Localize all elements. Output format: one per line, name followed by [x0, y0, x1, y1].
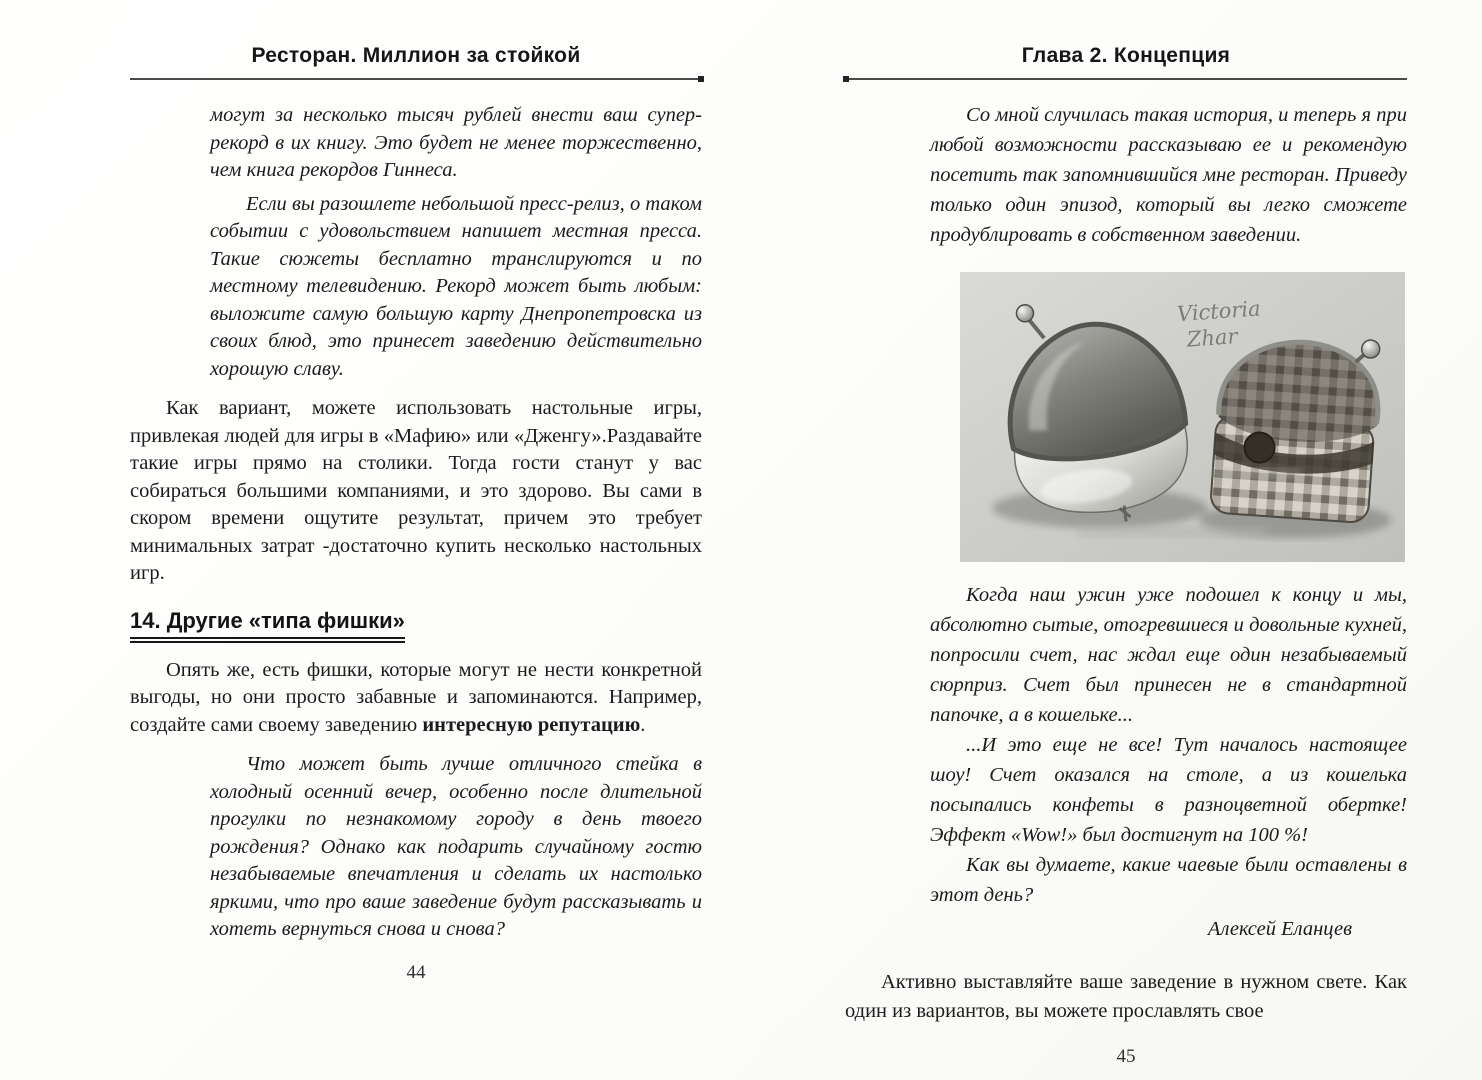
left-running-header: Ресторан. Миллион за стойкой: [251, 44, 581, 67]
photo-smudge: [1078, 526, 1268, 538]
left-header-rule: [130, 78, 702, 80]
body-paragraph: Как вариант, можете использовать настольные игры, привлекая людей для игры в «Мафию» или «Дженгу».Раздавайте такие игры прямо на столики. Тогда гости станут у вас собираться большими компаниями, и это здорово. Вы сами в скором времени ощутите результат, причем это требует минимальных затрат -достаточно купить несколько настольных игр.: [130, 397, 702, 584]
coin-purses-photo-art: [960, 272, 1405, 562]
quote-paragraph: Как вы думаете, какие чаевые были оставлены в этот день?: [930, 854, 1407, 906]
signature: Алексей Еланцев: [1207, 918, 1352, 940]
right-page: [845, 44, 1407, 1068]
quote-paragraph: могут за несколько тысяч рублей внести ваш супер-рекорд в их книгу. Это будет не менее торжественно, чем книга рекордов Гиннеса.: [210, 104, 702, 181]
photo-smudge: [1210, 468, 1300, 478]
purse-button: [1244, 432, 1276, 464]
quote-paragraph: Когда наш ужин уже подошел к концу и мы, абсолютно сытые, отогревшиеся и довольные кухней, попросили счет, нас ждал еще один незабываемый сюрприз. Счет был принесен не в стандартной папочке, а в кошельке...: [930, 584, 1407, 726]
rule-dot: [698, 76, 704, 82]
rule-dot: [843, 76, 849, 82]
right-header-rule: [845, 78, 1407, 80]
section-heading-text: 14. Другие «типа фишки»: [130, 608, 405, 639]
quote-paragraph: Что может быть лучше отличного стейка в холодный осенний вечер, особенно после длительной прогулки по незнакомому городу в день твоего рождения? Однако как подарить случайному гостю незабываемые впечатления и сделать их настолько яркими, что про ваше заведение будут рассказывать и хотеть вернуться снова и снова?: [210, 753, 702, 940]
paragraph-text: Опять же, есть фишки, которые могут не нести конкретной выгоды, но они просто забавные и запоминаются. Например, создайте сами своему заведению: [130, 658, 702, 736]
quote-paragraph: Со мной случилась такая история, и теперь я при любой возможности рассказываю ее и рекомендую посетить так запомнившийся мне ресторан. Приведу только один эпизод, который вы легко сможете продублировать в собственном заведении.: [930, 104, 1407, 246]
bold-emphasis: интересную репутацию: [422, 713, 641, 736]
body-paragraph: [130, 657, 702, 740]
section-heading: [130, 608, 702, 639]
right-running-header: Глава 2. Концепция: [1021, 44, 1231, 67]
body-paragraph: Активно выставляйте ваше заведение в нужном свете. Как один из вариантов, вы можете прославлять свое: [845, 971, 1407, 1022]
coin-purses-photo: [960, 272, 1405, 562]
quote-paragraph: ...И это еще не все! Тут началось настоящее шоу! Счет оказался на столе, а из кошелька посыпались конфеты в разноцветной обертке! Эффект «Wow!» был достигнут на 100 %!: [930, 734, 1407, 846]
quote-paragraph: Если вы разошлете небольшой пресс-релиз, о таком событии с удовольствием напишет местная пресса. Такие сюжеты бесплатно транслируются и по местному телевидению. Рекорд может быть любым: выложите самую большую карту Днепропетровска из своих блюд, это принесет заведению действительно хорошую славу.: [210, 192, 702, 380]
left-page: [130, 44, 702, 984]
handwriting-line1: Victoria: [1176, 296, 1262, 327]
page-number: 44: [406, 961, 426, 983]
clasp-ball: [1361, 339, 1380, 358]
page-number: 45: [1116, 1046, 1136, 1067]
paragraph-text: .: [640, 713, 646, 736]
handwriting-line2: Zhar: [1186, 324, 1239, 352]
